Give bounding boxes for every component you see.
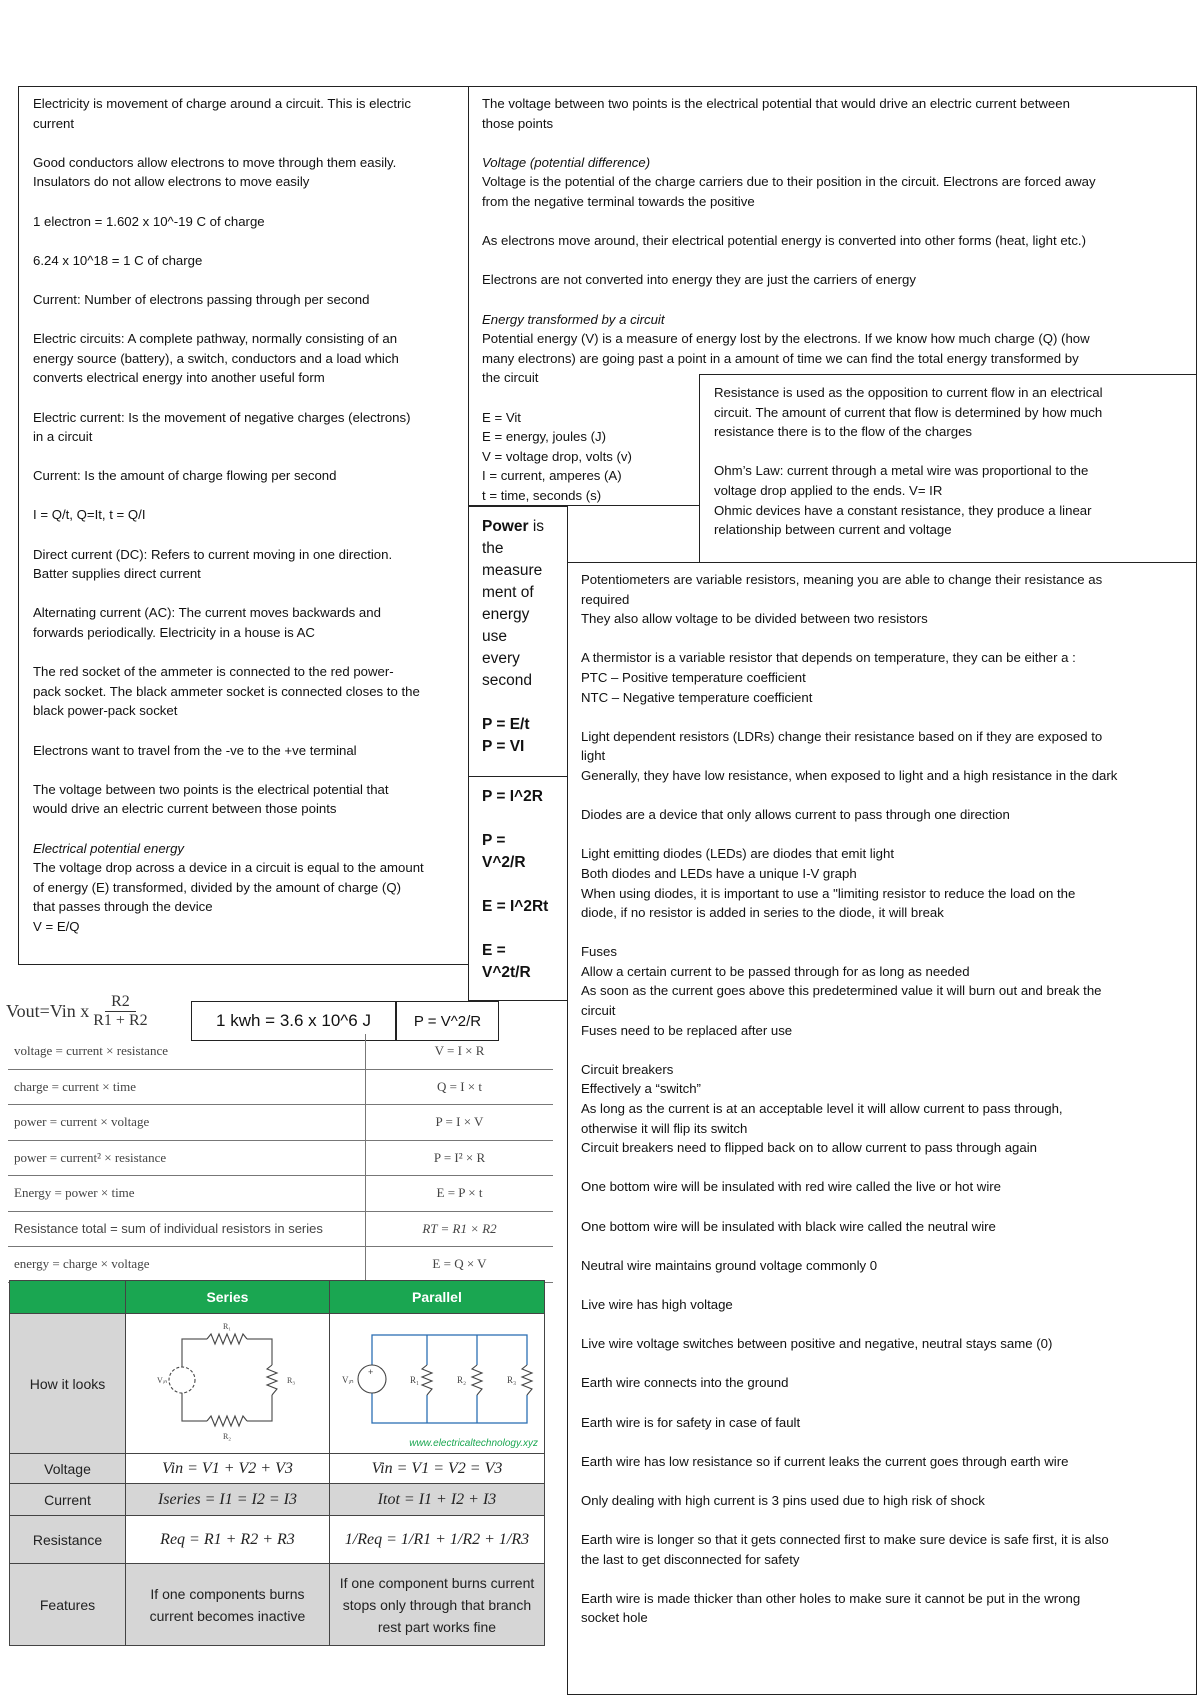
blank-line bbox=[482, 874, 567, 896]
svg-text:R₂: R₂ bbox=[456, 1375, 467, 1385]
series-parallel-table bbox=[9, 1280, 545, 1646]
vout-lhs: Vout=Vin x bbox=[6, 1000, 90, 1021]
formula-symbol: E = P × t bbox=[366, 1176, 554, 1212]
left-text-line: 6.24 x 10^18 = 1 C of charge bbox=[33, 252, 203, 268]
sp-row-label: Current bbox=[10, 1484, 126, 1516]
power-formula-line: E = I^2Rt bbox=[482, 898, 549, 915]
middle-text-line: V = voltage drop, volts (v) bbox=[482, 448, 632, 464]
sp-header-blank bbox=[10, 1281, 126, 1314]
middle-text-line: Voltage is the potential of the charge carriers due to their position in the circuit. Electrons are forced away bbox=[482, 174, 1096, 190]
svg-text:R₂: R₂ bbox=[223, 1432, 232, 1441]
blank-line bbox=[482, 212, 1192, 232]
resistance-text-line: Ohmic devices have a constant resistance, they produce a linear bbox=[714, 502, 1092, 518]
blank-line bbox=[581, 629, 1193, 649]
pv2r-text: P = V^2/R bbox=[413, 1012, 482, 1030]
power-text-line: second bbox=[482, 672, 532, 689]
resistance-text-line: resistance there is to the flow of the charges bbox=[714, 424, 973, 440]
middle-text-line: the circuit bbox=[482, 370, 539, 386]
left-text-line: Insulators do not allow electrons to move easily bbox=[33, 174, 310, 190]
left-text-line: of energy (E) transformed, divided by the amount of charge (Q) bbox=[33, 879, 401, 895]
middle-text-line: I = current, amperes (A) bbox=[482, 468, 622, 484]
svg-text:+: + bbox=[367, 1367, 374, 1377]
blank-line bbox=[33, 231, 465, 251]
right-text-line: diode, if no resistor is added in series to the diode, it will break bbox=[581, 905, 944, 921]
power-formula-line: P = bbox=[482, 832, 506, 849]
left-text-line: would drive an electric current between those points bbox=[33, 801, 337, 817]
blank-line bbox=[581, 1275, 1193, 1295]
blank-line bbox=[33, 584, 465, 604]
right-text-line: Circuit breakers bbox=[581, 1061, 674, 1077]
blank-line bbox=[581, 707, 1193, 727]
sp-row-label: Features bbox=[10, 1564, 126, 1646]
resistance-text-line: Resistance is used as the opposition to current flow in an electrical bbox=[714, 385, 1103, 400]
right-text-line: Diodes are a device that only allows current to pass through one direction bbox=[581, 807, 1010, 823]
right-text-line: Only dealing with high current is 3 pins used due to high risk of shock bbox=[581, 1492, 985, 1508]
right-text-line: the last to get disconnected for safety bbox=[581, 1551, 800, 1567]
parallel-circuit-diagram bbox=[329, 1314, 544, 1454]
sp-row-label: How it looks bbox=[10, 1314, 126, 1454]
blank-line bbox=[581, 786, 1193, 806]
left-text-line: The voltage between two points is the electrical potential that bbox=[33, 781, 389, 797]
left-text-line: I = Q/t, Q=It, t = Q/I bbox=[33, 507, 146, 523]
left-text-line: Electric circuits: A complete pathway, normally consisting of an bbox=[33, 331, 398, 347]
left-text-line: The voltage drop across a device in a circuit is equal to the amount bbox=[33, 860, 424, 876]
blank-line bbox=[581, 1197, 1193, 1217]
series-voltage: Vin = V1 + V2 + V3 bbox=[126, 1454, 330, 1484]
left-text-line: forwards periodically. Electricity in a house is AC bbox=[33, 625, 315, 641]
left-text-line: Current: Is the amount of charge flowing per second bbox=[33, 468, 337, 484]
blank-line bbox=[33, 270, 465, 290]
right-text-line: Earth wire is for safety in case of fault bbox=[581, 1414, 801, 1430]
right-text-line: As long as the current is at an acceptable level it will allow current to pass through, bbox=[581, 1101, 1063, 1117]
formula-table bbox=[8, 1034, 553, 1283]
blank-line bbox=[33, 760, 465, 780]
middle-text-line: Energy transformed by a circuit bbox=[482, 311, 665, 327]
parallel-current: Itot = I1 + I2 + I3 bbox=[329, 1484, 544, 1516]
svg-text:Vᵢₙ: Vᵢₙ bbox=[341, 1375, 354, 1385]
parallel-voltage: Vin = V1 = V2 = V3 bbox=[329, 1454, 544, 1484]
right-text-line: Earth wire is longer so that it gets connected first to make sure device is safe first, it is also bbox=[581, 1532, 1109, 1548]
vout-formula bbox=[6, 990, 176, 1032]
blank-line bbox=[581, 1511, 1193, 1531]
formula-word: Energy = power × time bbox=[8, 1176, 366, 1212]
right-text-line: required bbox=[581, 591, 630, 607]
svg-text:R₁: R₁ bbox=[409, 1375, 420, 1385]
parallel-features: If one component burns current stops only through that branch rest part works fine bbox=[329, 1564, 544, 1646]
blank-line bbox=[33, 133, 465, 153]
blank-line bbox=[581, 825, 1193, 845]
blank-line bbox=[33, 643, 465, 663]
formula-symbol: P = I × V bbox=[366, 1105, 554, 1141]
power-formula-line: P = I^2R bbox=[482, 788, 543, 805]
left-column-text bbox=[33, 94, 465, 937]
blank-line bbox=[581, 1315, 1193, 1335]
sp-header-parallel: Parallel bbox=[329, 1281, 544, 1314]
right-text-line: Allow a certain current to be passed through for as long as needed bbox=[581, 963, 970, 979]
right-text-line: NTC – Negative temperature coefficient bbox=[581, 689, 813, 705]
formula-word: energy = charge × voltage bbox=[8, 1247, 366, 1283]
left-text-line: current bbox=[33, 115, 75, 131]
formula-word: charge = current × time bbox=[8, 1069, 366, 1105]
formula-row bbox=[8, 1176, 553, 1212]
formula-symbol: E = Q × V bbox=[366, 1247, 554, 1283]
right-text-line: Effectively a “switch” bbox=[581, 1081, 701, 1097]
right-text-line: Fuses bbox=[581, 944, 617, 960]
right-text-line: Earth wire is made thicker than other holes to make sure it cannot be put in the wrong bbox=[581, 1590, 1081, 1606]
middle-text-line: E = Vit bbox=[482, 409, 521, 425]
middle-text-line: As electrons move around, their electrical potential energy is converted into other forms (heat, light etc.) bbox=[482, 233, 1086, 249]
power-text-line: every bbox=[482, 650, 520, 667]
parallel-resistance: 1/Req = 1/R1 + 1/R2 + 1/R3 bbox=[329, 1516, 544, 1564]
blank-line bbox=[482, 290, 1192, 310]
formula-symbol: P = I² × R bbox=[366, 1140, 554, 1176]
middle-text-line: t = time, seconds (s) bbox=[482, 487, 602, 503]
middle-text-line: from the negative terminal towards the positive bbox=[482, 193, 755, 209]
formula-row bbox=[8, 1140, 553, 1176]
sp-header-series: Series bbox=[126, 1281, 330, 1314]
power-bold-word: Power bbox=[482, 518, 529, 535]
right-text-line: They also allow voltage to be divided between two resistors bbox=[581, 611, 928, 627]
power-formulas-text bbox=[482, 786, 567, 984]
power-text-line: P = E/t bbox=[482, 716, 530, 733]
formula-word: voltage = current × resistance bbox=[8, 1034, 366, 1069]
blank-line bbox=[482, 251, 1192, 271]
left-text-line: in a circuit bbox=[33, 429, 93, 445]
blank-line bbox=[581, 1354, 1193, 1374]
svg-text:R₃: R₃ bbox=[287, 1376, 296, 1385]
resistance-text-line: relationship between current and voltage bbox=[714, 522, 952, 538]
formula-row bbox=[8, 1211, 553, 1247]
middle-text-line: E = energy, joules (J) bbox=[482, 429, 606, 445]
power-text-line: measure bbox=[482, 562, 543, 579]
vout-denominator: R1 + R2 bbox=[93, 1011, 148, 1029]
right-text-line: otherwise it will flip its switch bbox=[581, 1120, 748, 1136]
left-text-line: Alternating current (AC): The current moves backwards and bbox=[33, 605, 381, 621]
right-text-line: A thermistor is a variable resistor that depends on temperature, they can be either a : bbox=[581, 650, 1076, 666]
left-text-line: Batter supplies direct current bbox=[33, 566, 201, 582]
series-circuit-svg bbox=[127, 1317, 327, 1447]
blank-line bbox=[33, 388, 465, 408]
blank-line bbox=[33, 486, 465, 506]
resistance-text-line: voltage drop applied to the ends. V= IR bbox=[714, 482, 943, 498]
sp-row-label: Resistance bbox=[10, 1516, 126, 1564]
left-text-line: V = E/Q bbox=[33, 918, 80, 934]
middle-text-line: those points bbox=[482, 115, 554, 131]
middle-text-line: Potential energy (V) is a measure of energy lost by the electrons. If we know how much charge (Q) (how bbox=[482, 331, 1090, 347]
left-text-line: Electrons want to travel from the -ve to the +ve terminal bbox=[33, 742, 357, 758]
power-text-line: P = VI bbox=[482, 738, 525, 755]
svg-text:Vᵢₙ: Vᵢₙ bbox=[157, 1376, 168, 1385]
right-text-line: One bottom wire will be insulated with red wire called the live or hot wire bbox=[581, 1179, 1001, 1195]
blank-line bbox=[581, 923, 1193, 943]
power-text-line: ment of bbox=[482, 584, 534, 601]
series-current: Iseries = I1 = I2 = I3 bbox=[126, 1484, 330, 1516]
right-text-line: Generally, they have low resistance, when exposed to light and a high resistance in the dark bbox=[581, 767, 1118, 783]
left-text-line: Good conductors allow electrons to move through them easily. bbox=[33, 154, 397, 170]
middle-text-line: Voltage (potential difference) bbox=[482, 154, 651, 170]
left-text-line: Electric current: Is the movement of negative charges (electrons) bbox=[33, 409, 411, 425]
right-text-line: socket hole bbox=[581, 1610, 648, 1626]
blank-line bbox=[482, 918, 567, 940]
formula-symbol: RT = R1 × R2 bbox=[366, 1211, 554, 1247]
left-text-line: Direct current (DC): Refers to current moving in one direction. bbox=[33, 546, 393, 562]
left-text-line: Current: Number of electrons passing through per second bbox=[33, 291, 370, 307]
power-text-line: energy bbox=[482, 606, 530, 623]
power-text bbox=[482, 516, 567, 758]
resistance-text-line: Ohm’s Law: current through a metal wire was proportional to the bbox=[714, 463, 1089, 479]
formula-row bbox=[8, 1069, 553, 1105]
formula-row bbox=[8, 1247, 553, 1283]
right-text-line: Light dependent resistors (LDRs) change their resistance based on if they are exposed to bbox=[581, 728, 1103, 744]
formula-symbol: V = I × R bbox=[366, 1034, 554, 1069]
right-text-line: Live wire voltage switches between positive and negative, neutral stays same (0) bbox=[581, 1336, 1053, 1352]
formula-row bbox=[8, 1105, 553, 1141]
left-text-line: Electricity is movement of charge around a circuit. This is electric bbox=[33, 96, 411, 111]
kwh-text: 1 kwh = 3.6 x 10^6 J bbox=[216, 1011, 371, 1030]
blank-line bbox=[581, 1393, 1193, 1413]
right-text-line: Earth wire connects into the ground bbox=[581, 1375, 789, 1391]
blank-line bbox=[581, 1569, 1193, 1589]
blank-line bbox=[581, 1040, 1193, 1060]
left-text-line: black power-pack socket bbox=[33, 703, 178, 719]
blank-line bbox=[482, 133, 1192, 153]
left-text-line: Electrical potential energy bbox=[33, 840, 185, 856]
blank-line bbox=[581, 1432, 1193, 1452]
blank-line bbox=[714, 442, 1194, 462]
blank-line bbox=[482, 692, 567, 714]
right-text-line: Fuses need to be replaced after use bbox=[581, 1022, 793, 1038]
blank-line bbox=[33, 447, 465, 467]
power-text-line: use bbox=[482, 628, 507, 645]
blank-line bbox=[581, 1471, 1193, 1491]
right-text-line: One bottom wire will be insulated with black wire called the neutral wire bbox=[581, 1218, 996, 1234]
right-text-line: Neutral wire maintains ground voltage commonly 0 bbox=[581, 1257, 878, 1273]
series-resistance: Req = R1 + R2 + R3 bbox=[126, 1516, 330, 1564]
left-text-line: converts electrical energy into another useful form bbox=[33, 370, 325, 386]
right-text-line: Both diodes and LEDs have a unique I-V graph bbox=[581, 865, 857, 881]
power-text-line: the bbox=[482, 540, 504, 557]
resistance-text-line: circuit. The amount of current that flow is determined by how much bbox=[714, 404, 1103, 420]
series-features: If one components burns current becomes inactive bbox=[126, 1564, 330, 1646]
power-text-line: Power is bbox=[482, 518, 545, 535]
left-text-line: pack socket. The black ammeter socket is connected closes to the bbox=[33, 683, 420, 699]
left-text-line: energy source (battery), a switch, conductors and a load which bbox=[33, 350, 399, 366]
left-text-line: The red socket of the ammeter is connected to the red power- bbox=[33, 664, 394, 680]
blank-line bbox=[33, 525, 465, 545]
sp-row-label: Voltage bbox=[10, 1454, 126, 1484]
right-text-line: As soon as the current goes above this predetermined value it will burn out and break the bbox=[581, 983, 1102, 999]
resistance-text bbox=[714, 383, 1194, 540]
right-text-line: Circuit breakers need to flipped back on to allow current to pass through again bbox=[581, 1140, 1037, 1156]
formula-word: power = current × voltage bbox=[8, 1105, 366, 1141]
series-circuit-diagram bbox=[126, 1314, 330, 1454]
blank-line bbox=[33, 310, 465, 330]
formula-word: power = current² × resistance bbox=[8, 1140, 366, 1176]
formula-word: Resistance total = sum of individual resistors in series bbox=[8, 1211, 366, 1247]
power-formula-line: V^2/R bbox=[482, 854, 526, 871]
vout-numerator: R2 bbox=[105, 993, 136, 1012]
right-text-line: circuit bbox=[581, 1003, 616, 1019]
power-formula-line: V^2t/R bbox=[482, 964, 531, 981]
left-text-line: that passes through the device bbox=[33, 899, 213, 915]
middle-text-line: many electrons) are going past a point in a amount of time we can find the total energy transformed by bbox=[482, 350, 1079, 366]
right-text-line: light bbox=[581, 748, 606, 764]
blank-line bbox=[33, 819, 465, 839]
formula-symbol: Q = I × t bbox=[366, 1069, 554, 1105]
right-text-line: Live wire has high voltage bbox=[581, 1296, 733, 1312]
right-text-line: Potentiometers are variable resistors, meaning you are able to change their resistance as bbox=[581, 572, 1103, 587]
svg-text:R₁: R₁ bbox=[223, 1322, 232, 1331]
diagram-watermark: www.electricaltechnology.xyz bbox=[409, 1438, 538, 1449]
blank-line bbox=[33, 721, 465, 741]
right-text-line: When using diodes, it is important to use a "limiting resistor to reduce the load on the bbox=[581, 885, 1076, 901]
formula-row bbox=[8, 1034, 553, 1069]
right-text-line: PTC – Positive temperature coefficient bbox=[581, 669, 806, 685]
left-text-line: 1 electron = 1.602 x 10^-19 C of charge bbox=[33, 213, 265, 229]
blank-line bbox=[581, 1158, 1193, 1178]
parallel-circuit-svg bbox=[332, 1317, 542, 1447]
right-column-text bbox=[581, 570, 1193, 1628]
right-text-line: Light emitting diodes (LEDs) are diodes that emit light bbox=[581, 846, 894, 862]
blank-line bbox=[482, 808, 567, 830]
svg-text:R₃: R₃ bbox=[506, 1375, 517, 1385]
right-text-line: Earth wire has low resistance so if current leaks the current goes through earth wire bbox=[581, 1453, 1069, 1469]
middle-text-line: Electrons are not converted into energy they are just the carriers of energy bbox=[482, 272, 916, 288]
middle-text-line: The voltage between two points is the electrical potential that would drive an electric current between bbox=[482, 96, 1070, 111]
blank-line bbox=[581, 1236, 1193, 1256]
blank-line bbox=[33, 192, 465, 212]
power-formula-line: E = bbox=[482, 942, 506, 959]
